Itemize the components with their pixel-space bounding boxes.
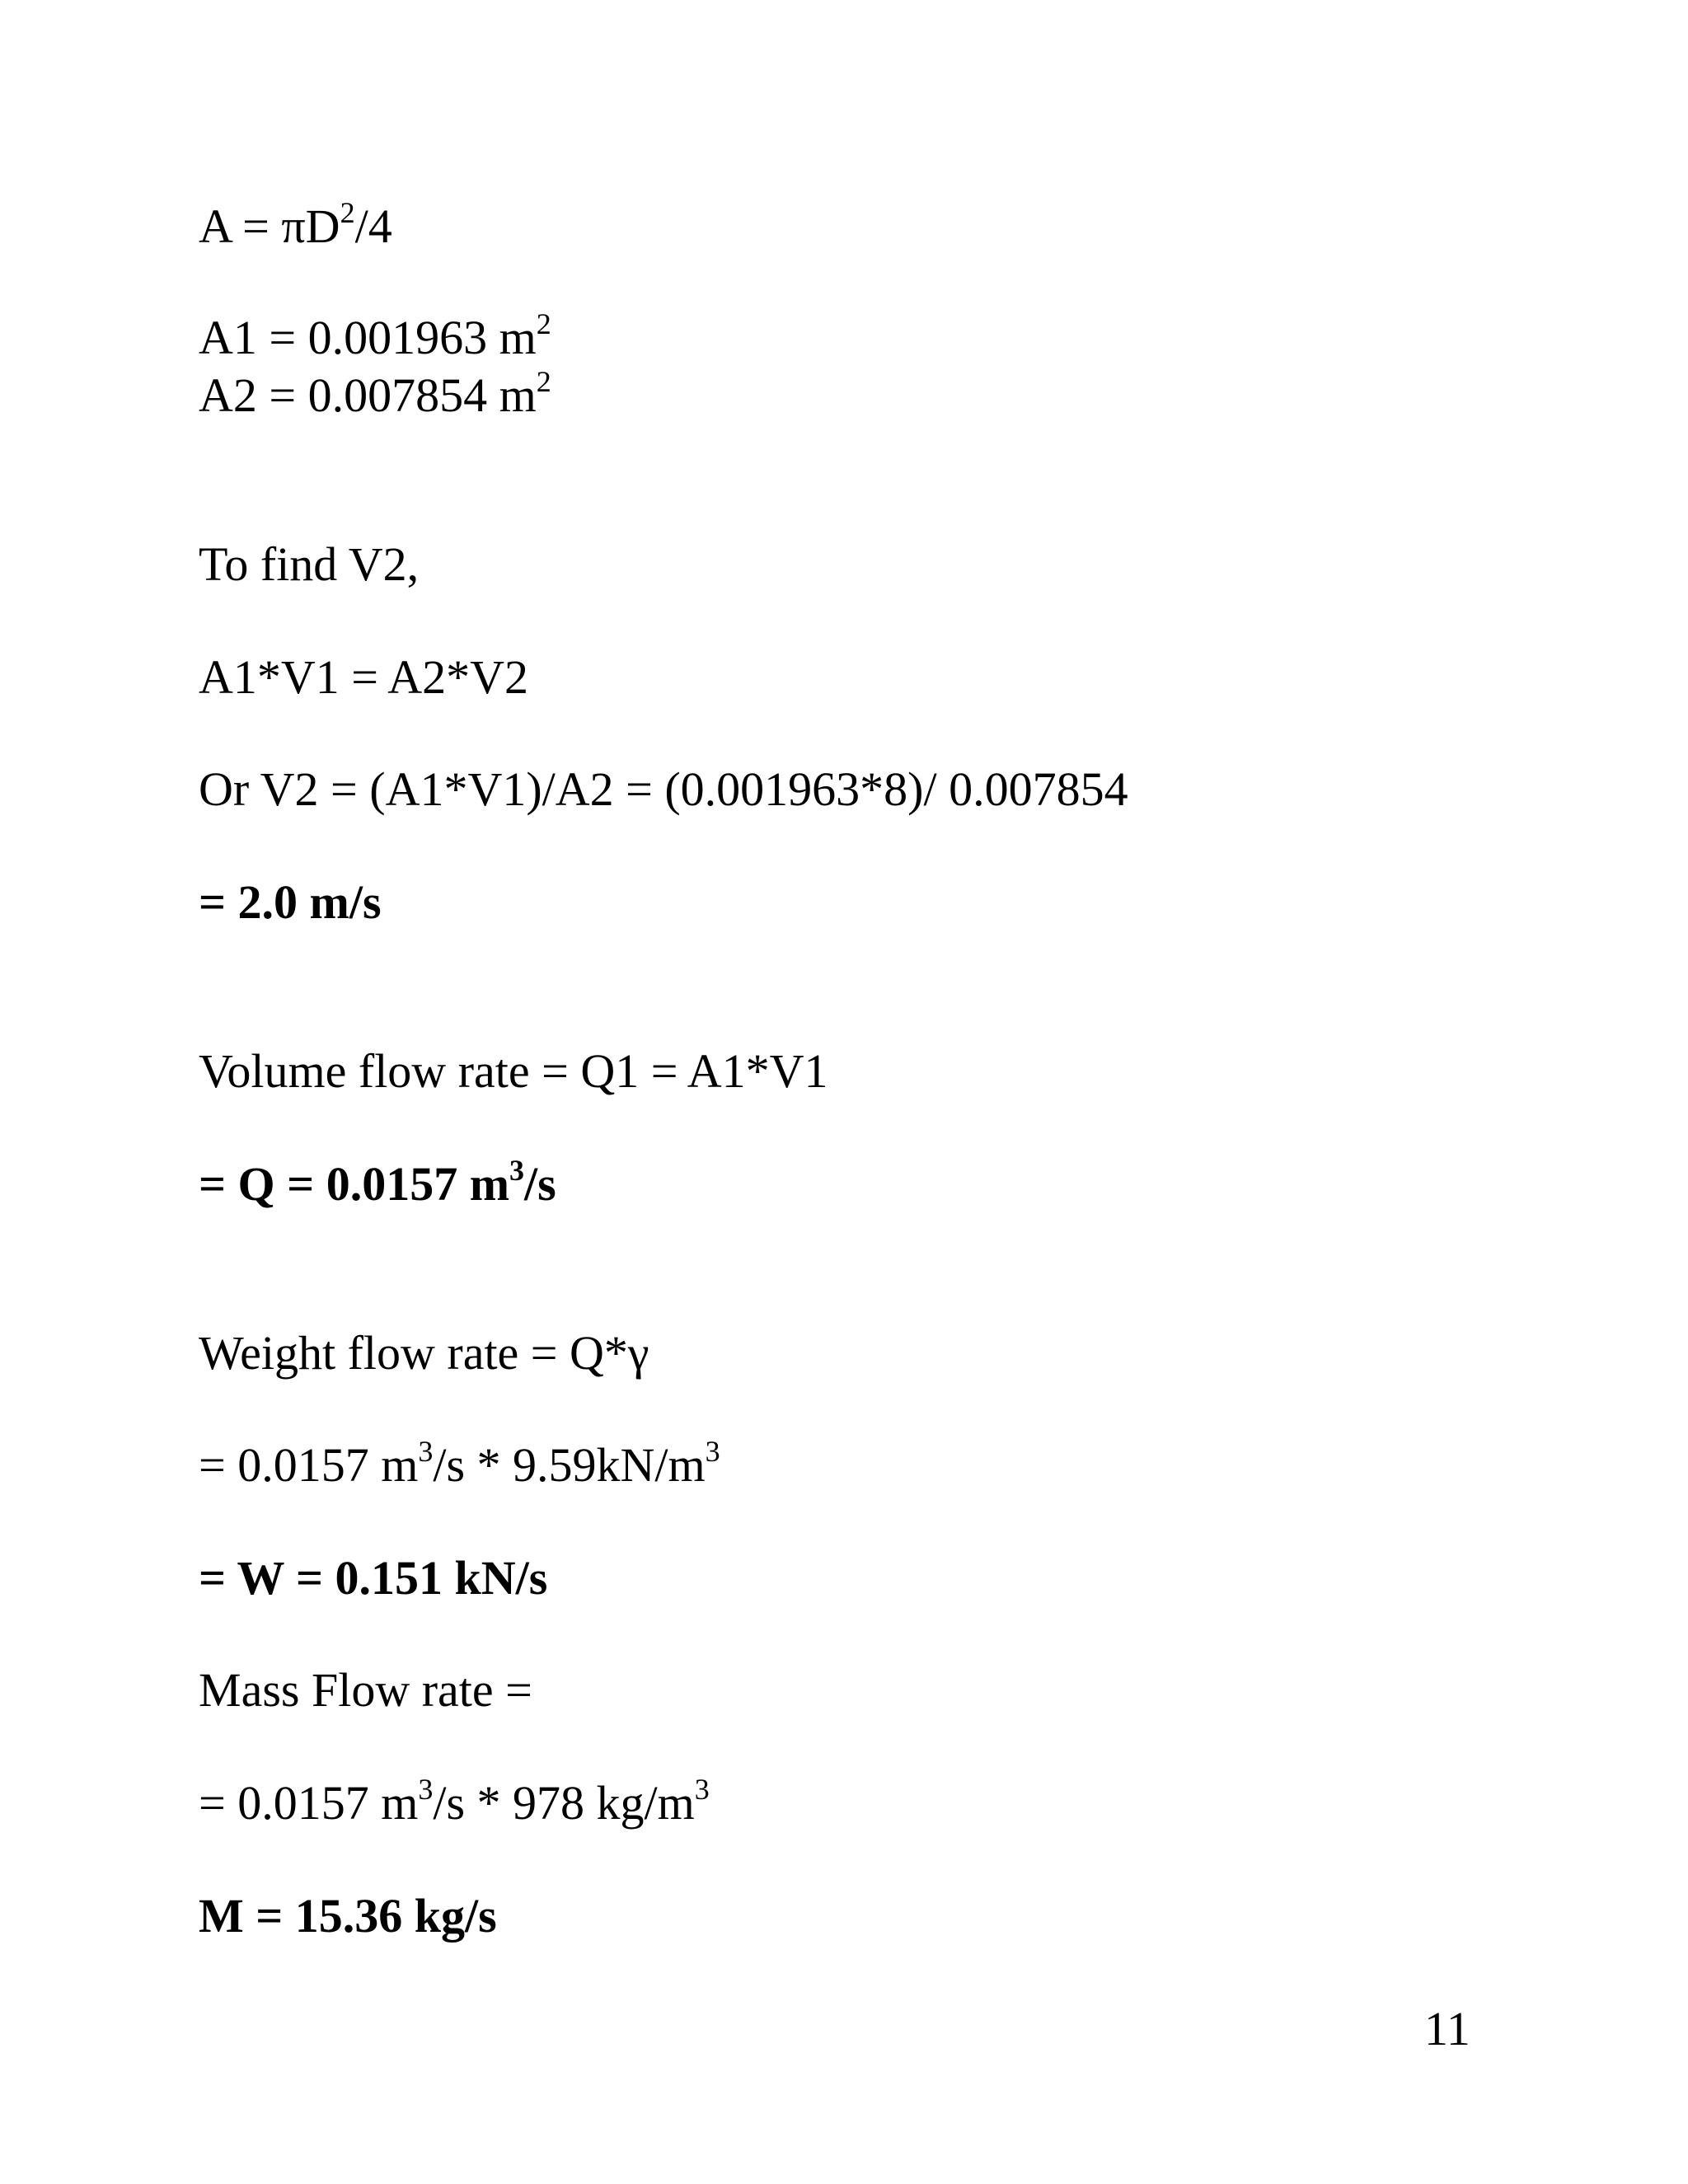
superscript: 3 <box>418 1773 434 1806</box>
m-result: M = 15.36 kg/s <box>199 1889 497 1943</box>
v2-calculation: Or V2 = (A1*V1)/A2 = (0.001963*8)/ 0.007854 <box>199 762 1128 816</box>
continuity-equation: A1*V1 = A2*V2 <box>199 650 529 704</box>
volume-flow-formula: Volume flow rate = Q1 = A1*V1 <box>199 1044 828 1098</box>
area-formula: $A = \pi D^2/4$ <box>199 196 392 253</box>
superscript: 3 <box>509 1154 525 1187</box>
weight-flow-calculation: = 0.0157 $m^3/s * 9.59kN/m^3$ <box>199 1435 720 1492</box>
to-find-heading: To find V2, <box>199 537 420 591</box>
superscript: 2 <box>536 365 551 398</box>
weight-flow-formula: Weight flow rate = Q*γ <box>199 1326 649 1380</box>
superscript: 3 <box>418 1435 434 1468</box>
a1-value: A1 = 0.001963 $m^2$ <box>199 307 551 364</box>
mass-flow-calculation: = 0.0157 $m^3/s * 978$ $kg/m^3$ <box>199 1773 710 1830</box>
mass-flow-formula: Mass Flow rate = <box>199 1663 532 1717</box>
w-result: = W = 0.151 kN/s <box>199 1551 548 1605</box>
superscript: 3 <box>694 1773 710 1806</box>
superscript: 2 <box>536 307 551 340</box>
superscript: 2 <box>340 196 355 229</box>
a2-value: A2 = 0.007854 $m^2$ <box>199 365 551 422</box>
v2-result: = 2.0 m/s <box>199 875 382 929</box>
q-result: = Q = 0.0157 $m^3/s$ <box>199 1154 556 1211</box>
page-number: 11 <box>1424 2002 1470 2055</box>
superscript: 3 <box>705 1435 720 1468</box>
